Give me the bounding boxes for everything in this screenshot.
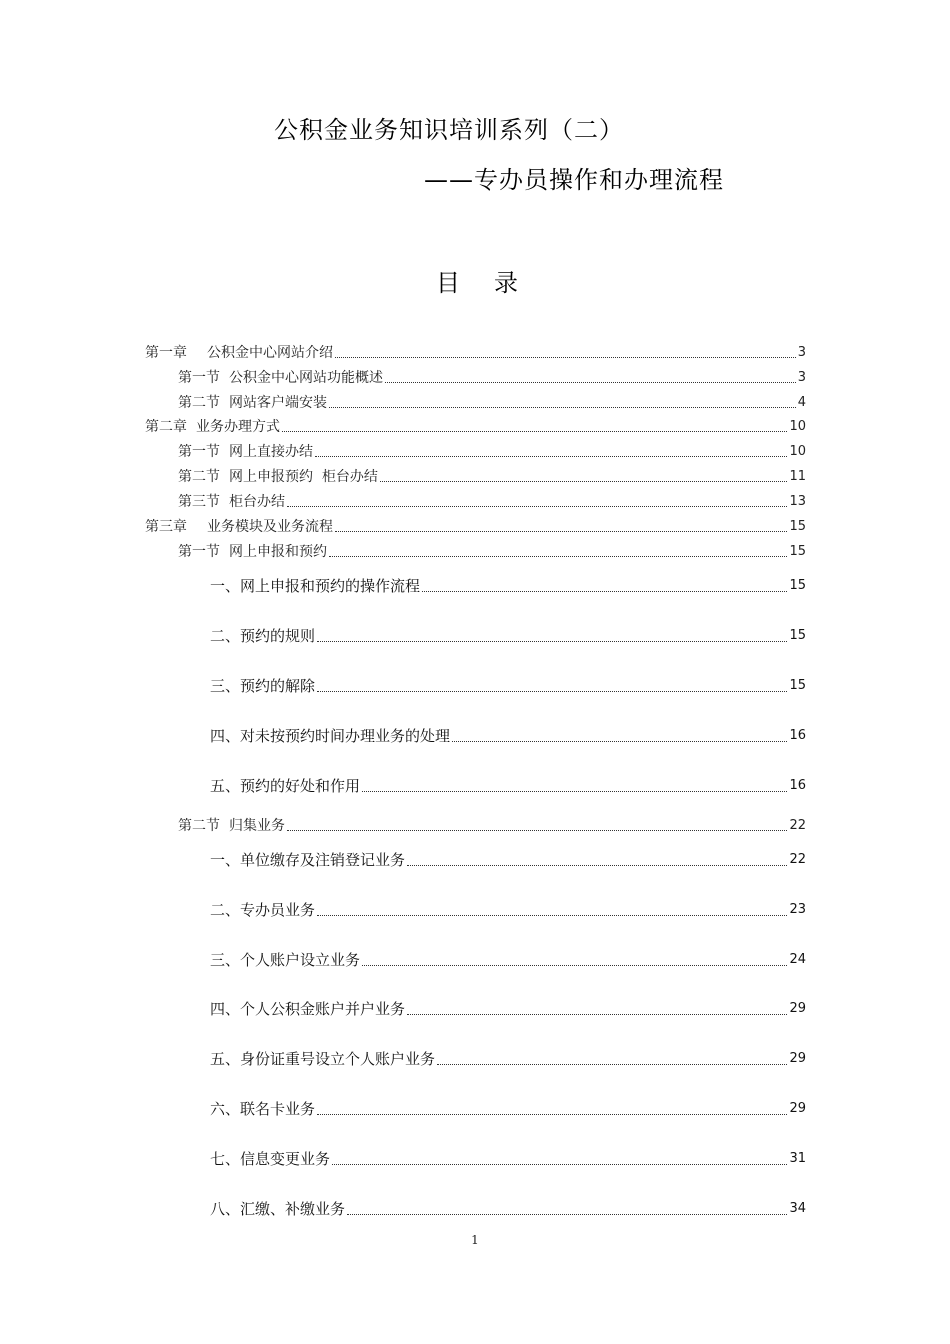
toc-entry-subitem[interactable] xyxy=(210,1098,806,1120)
toc-entry-label: 六、联名卡业务 xyxy=(210,1100,316,1118)
toc-dot-leader xyxy=(317,915,787,916)
toc-entry-page: 3 xyxy=(797,345,806,360)
toc-entry-page: 13 xyxy=(789,494,806,509)
toc-entry-subitem[interactable] xyxy=(210,575,806,597)
toc-entry-page: 23 xyxy=(789,902,806,917)
toc-entry-chapter-1[interactable] xyxy=(145,343,806,363)
toc-entry-prefix: 第二节 xyxy=(178,469,220,485)
toc-dot-leader xyxy=(385,382,796,383)
toc-entry-label: 三、个人账户设立业务 xyxy=(210,951,361,969)
toc-heading: 目录 xyxy=(436,269,552,297)
toc-entry-label: 公积金中心网站介绍 xyxy=(207,345,333,361)
toc-entry-subitem[interactable] xyxy=(210,998,806,1020)
toc-dot-leader xyxy=(329,556,787,557)
toc-entry-page: 24 xyxy=(789,952,806,967)
toc-entry-page: 15 xyxy=(789,578,806,593)
toc-entry-label: 柜台办结 xyxy=(229,494,285,510)
toc-entry-prefix: 第二节 xyxy=(178,395,220,411)
toc-entry-page: 16 xyxy=(789,728,806,743)
toc-entry-label: 网上申报和预约 xyxy=(229,544,327,560)
toc-entry-label: 二、专办员业务 xyxy=(210,901,316,919)
toc-entry-label: 网站客户端安装 xyxy=(229,395,327,411)
toc-dot-leader xyxy=(347,1214,787,1215)
toc-entry-section[interactable] xyxy=(178,467,806,487)
toc-entry-label: 七、信息变更业务 xyxy=(210,1150,331,1168)
toc-entry-page: 22 xyxy=(789,852,806,867)
toc-dot-leader xyxy=(380,481,788,482)
toc-entry-chapter-3[interactable] xyxy=(145,517,806,537)
toc-entry-label: 业务模块及业务流程 xyxy=(207,519,333,535)
toc-dot-leader xyxy=(407,865,787,866)
toc-entry-page: 15 xyxy=(789,544,806,559)
toc-entry-label: 八、汇缴、补缴业务 xyxy=(210,1200,346,1218)
toc-entry-page: 22 xyxy=(789,818,806,833)
toc-entry-page: 31 xyxy=(789,1151,806,1166)
toc-entry-label: 公积金中心网站功能概述 xyxy=(229,370,383,386)
toc-entry-section[interactable] xyxy=(178,393,806,413)
toc-entry-chapter-2[interactable] xyxy=(145,417,806,437)
toc-entry-label: 四、对未按预约时间办理业务的处理 xyxy=(210,727,451,745)
toc-dot-leader xyxy=(282,431,787,432)
toc-entry-label: 一、单位缴存及注销登记业务 xyxy=(210,851,406,869)
toc-dot-leader xyxy=(315,456,787,457)
page-number: 1 xyxy=(471,1233,479,1247)
toc-dot-leader xyxy=(329,407,796,408)
toc-dot-leader xyxy=(422,591,787,592)
toc-dot-leader xyxy=(362,791,787,792)
toc-entry-label: 四、个人公积金账户并户业务 xyxy=(210,1000,406,1018)
toc-entry-prefix: 第三节 xyxy=(178,494,220,510)
toc-entry-page: 15 xyxy=(789,628,806,643)
toc-entry-subitem[interactable] xyxy=(210,1148,806,1170)
document-subtitle: ——专办员操作和办理流程 xyxy=(424,166,724,194)
toc-entry-page: 16 xyxy=(789,778,806,793)
toc-entry-prefix: 第一节 xyxy=(178,444,220,460)
toc-entry-page: 15 xyxy=(789,519,806,534)
toc-entry-subitem[interactable] xyxy=(210,725,806,747)
toc-entry-label: 五、身份证重号设立个人账户业务 xyxy=(210,1050,436,1068)
toc-entry-label: 网上申报预约 柜台办结 xyxy=(229,469,378,485)
toc-entry-page: 3 xyxy=(797,370,806,385)
toc-entry-page: 34 xyxy=(789,1201,806,1216)
toc-entry-page: 11 xyxy=(789,469,806,484)
toc-dot-leader xyxy=(362,965,787,966)
toc-entry-label: 五、预约的好处和作用 xyxy=(210,777,361,795)
toc-dot-leader xyxy=(332,1164,787,1165)
toc-dot-leader xyxy=(287,830,787,831)
toc-dot-leader xyxy=(407,1014,787,1015)
toc-entry-page: 4 xyxy=(797,395,806,410)
toc-entry-subitem[interactable] xyxy=(210,625,806,647)
toc-entry-section[interactable] xyxy=(178,442,806,462)
toc-dot-leader xyxy=(287,506,787,507)
toc-dot-leader xyxy=(335,357,796,358)
toc-entry-prefix: 第一节 xyxy=(178,544,220,560)
toc-entry-subitem[interactable] xyxy=(210,849,806,871)
toc-entry-page: 29 xyxy=(789,1051,806,1066)
toc-entry-page: 15 xyxy=(789,678,806,693)
toc-entry-section[interactable] xyxy=(178,542,806,562)
toc-entry-section[interactable] xyxy=(178,492,806,512)
toc-entry-label: 一、网上申报和预约的操作流程 xyxy=(210,577,421,595)
toc-entry-prefix: 第一节 xyxy=(178,370,220,386)
toc-entry-subitem[interactable] xyxy=(210,899,806,921)
toc-entry-prefix: 第三章 xyxy=(145,519,187,535)
toc-dot-leader xyxy=(335,531,787,532)
document-title: 公积金业务知识培训系列（二） xyxy=(274,116,624,144)
toc-entry-section[interactable] xyxy=(178,816,806,836)
toc-dot-leader xyxy=(452,741,787,742)
toc-entry-subitem[interactable] xyxy=(210,1198,806,1220)
toc-entry-subitem[interactable] xyxy=(210,949,806,971)
toc-entry-label: 二、预约的规则 xyxy=(210,627,316,645)
toc-entry-page: 29 xyxy=(789,1101,806,1116)
toc-entry-subitem[interactable] xyxy=(210,1048,806,1070)
toc-entry-prefix: 第二节 xyxy=(178,818,220,834)
toc-entry-label: 网上直接办结 xyxy=(229,444,313,460)
toc-entry-label: 归集业务 xyxy=(229,818,285,834)
toc-entry-page: 10 xyxy=(789,419,806,434)
toc-entry-section[interactable] xyxy=(178,368,806,388)
toc-entry-prefix: 第一章 xyxy=(145,345,187,361)
toc-entry-subitem[interactable] xyxy=(210,675,806,697)
toc-entry-prefix: 第二章 xyxy=(145,419,187,435)
toc-entry-label: 业务办理方式 xyxy=(196,419,280,435)
toc-dot-leader xyxy=(317,1114,787,1115)
toc-entry-page: 10 xyxy=(789,444,806,459)
toc-dot-leader xyxy=(317,641,787,642)
toc-entry-subitem[interactable] xyxy=(210,775,806,797)
toc-dot-leader xyxy=(317,691,787,692)
toc-dot-leader xyxy=(437,1064,787,1065)
toc-entry-page: 29 xyxy=(789,1001,806,1016)
toc-entry-label: 三、预约的解除 xyxy=(210,677,316,695)
